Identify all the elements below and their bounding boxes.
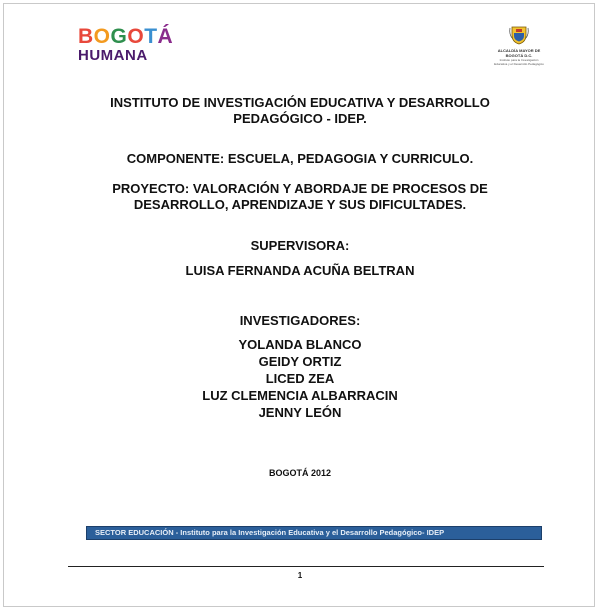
logo-line-2: HUMANA: [78, 47, 148, 64]
investigador-name: YOLANDA BLANCO: [238, 337, 362, 352]
seal-subtitle: Instituto para la Investigación Educativa y el Desarrollo Pedagógico: [494, 58, 544, 66]
investigadores-label: INVESTIGADORES:: [239, 313, 361, 328]
investigador-name: GEIDY ORTIZ: [258, 354, 342, 369]
supervisora-label: SUPERVISORA:: [250, 238, 350, 253]
page-number: 1: [297, 571, 303, 580]
institute-heading: INSTITUTO DE INVESTIGACIÓN EDUCATIVA Y DESARROLLO PEDAGÓGICO - IDEP.: [110, 95, 490, 126]
place-year: BOGOTÁ 2012: [268, 468, 332, 478]
page-frame: [3, 3, 595, 607]
investigador-name: JENNY LEÓN: [258, 405, 342, 420]
investigadores-list: [0, 336, 600, 421]
proyecto-heading: PROYECTO: VALORACIÓN Y ABORDAJE DE PROCESOS DE DESARROLLO, APRENDIZAJE Y SUS DIFICULTADES.: [112, 181, 488, 212]
logo-line-1: BOGOTÁ: [78, 25, 174, 48]
investigador-name: LUZ CLEMENCIA ALBARRACIN: [202, 388, 398, 403]
bogota-humana-logo: [78, 26, 173, 63]
alcaldia-seal: [494, 24, 544, 66]
footer-banner: SECTOR EDUCACIÓN - Instituto para la Investigación Educativa y el Desarrollo Pedagógico- IDEP: [86, 526, 542, 540]
componente-heading: COMPONENTE: ESCUELA, PEDAGOGIA Y CURRICULO.: [126, 151, 474, 166]
seal-title: ALCALDÍA MAYOR DE BOGOTÁ D.C.: [497, 48, 541, 58]
coat-of-arms-icon: [508, 24, 530, 46]
investigador-name: LICED ZEA: [265, 371, 335, 386]
footer-rule: [68, 566, 544, 567]
supervisora-name: LUISA FERNANDA ACUÑA BELTRAN: [185, 263, 415, 278]
